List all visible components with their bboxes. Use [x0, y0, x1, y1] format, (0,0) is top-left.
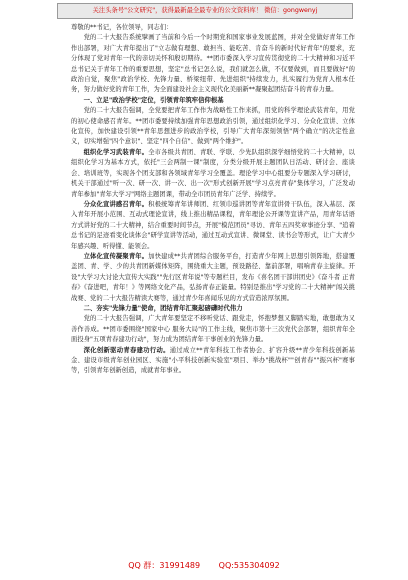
- subsection-publicity-body: 加快建成**共青团综合服务平台，打造青少年网上思想引领阵地，搭建覆盖团、青、学、少的共青团新媒体矩阵，围绕重大主题，预设路径、靠前部署，唱响青春主旋律。开设"大学习大讨论大宣传大实践""先行区青年说"等专题栏目，发布《喜名团干部讲团史》《奋斗者 正青春》《奋进吧，青年！》等网络文化产品，弘扬青春正能量。特别是推出"学习党的二十大精神"闯关挑战赛、党的二十大报告精读大赛等，通过青少年喜闻乐见的方式营造浓厚氛围。: [71, 252, 355, 302]
- qq-group-text: QQ 群：31991489: [128, 561, 201, 570]
- section-2-paragraph: 党的二十大报告强调，广大青年要坚定不移听党话、跟党走，怀抱梦想又脚踏实地，敢想敢为又善作善成。**团市委围绕"国家中心 服务大局"的工作主线，聚焦市第十三次党代会部署，组织青年全面投身"五项青春建功行动"，努力成为团结青年干事创业的先锋力量。: [71, 315, 355, 344]
- contact-footer: [0, 560, 408, 572]
- qq-contact-text: QQ:535304092: [218, 561, 280, 570]
- subsection-study-lead: 组织化学习武装青年。: [83, 148, 149, 156]
- subsection-innovation-paragraph: [71, 346, 355, 377]
- promo-banner[interactable]: 关注头条号"公文研究"，获得最新最全最专业的公文资料库！ 微信：gongwenyj: [57, 3, 353, 19]
- subsection-publicity-lead: 立体化宣传凝聚青年。: [83, 252, 149, 260]
- subsection-lecture-body: 积极统筹青年讲师团、红领巾巡讲团等青年宣讲骨干队伍，深入基层、深入青年开展小范围、互动式理论宣讲，线上推出精品课程，青年理论公开课等宣讲产品，用青年话语方式讲好党的二十大精神，结合重要时间节点，开展"模范团员"寻访、青年五四奖章事迹分享、"追着总书记的足迹看变化谈体会"研学宣讲等活动，通过互动式宣讲、微课堂、读书会等形式，让广大青少年感兴趣、听得懂、能领会。: [71, 200, 356, 250]
- subsection-publicity-paragraph: [71, 252, 355, 304]
- subsection-lecture-lead: 分众化宣讲感召青年。: [83, 200, 149, 208]
- section-1-paragraph: 党的二十大报告强调，全党要把青年工作作为战略性工作来抓，用党的科学理论武装青年，用党的初心使命感召青年。**团市委要持续加强青年思想政治引领，通过组织化学习、分众化宣讲、立体化宣传，加快建设引领**青年思想进步的政治学校，引导广大青年深刻领悟"两个确立"的决定性意义，切实增强"四个意识"、坚定"四个自信"、做到"两个维护"。: [71, 107, 355, 146]
- speech-body: [71, 23, 355, 377]
- intro-paragraph: 党的二十大报告系统擘画了当前和今后一个时期党和国家事业发展蓝图，并对全党做好青年工作作出部署，对广大青年提出了"立志做有理想、敢担当、能吃苦、肯奋斗的新时代好青年"的要求，充分体现了党对青年一代的亲切关怀和殷切期待。**团市委深入学习宣传贯彻党的二十大精神和习近平总书记关于青年工作的重要思想，坚定"总书记怎么说，我们就怎么做，不仅要做到，而且要做好"的政治自觉，聚焦"政治学校、先锋力量、桥梁纽带、先进组织"持续发力，扎实履行为党育人根本任务，努力做好党的青年工作，为全面建设社会主义现代化美丽新**凝聚起团结奋斗的青春力量。: [71, 34, 355, 94]
- section-heading-2: 二、夯实"先锋力量"使命，团结青年汇聚起磅礴时代伟力: [83, 304, 243, 312]
- subsection-lecture-paragraph: [71, 200, 355, 252]
- section-heading-1: 一、立足"政治学校"定位，引领青年筑牢信仰根基: [83, 96, 224, 104]
- subsection-study-body: 全市各级共青团、青联、学联、少先队组织深学细悟党的二十大精神，以组织化学习为基本方式，依托"三会两制一课"制度，分类分级开展主题团队日活动、研讨会、座谈会、培训班等，实现各个团支部和各领域青年学习全覆盖。理论学习中心组要分专题深入学习研讨，机关干部通过"听一次、研一次、讲一次、出一次"形式创新开展"学习点亮青春"集体学习，广泛发动青年参加"青年大学习"网络主题团课，带动全市团员青年广泛学、持续学。: [71, 148, 356, 198]
- greeting: 尊敬的**书记，各位领导，同志们：: [71, 24, 173, 31]
- subsection-study-paragraph: [71, 148, 355, 200]
- subsection-innovation-body: 通过成立**青年科技工作者协会、扩容升级**青少年科技创新基金、建设市级青年创业园区、实施"小平科技创新实验室"项目、举办"挑战杯""创青春""振兴杯"赛事等，引领青年创新创造，成就青年事业。: [71, 346, 356, 375]
- subsection-innovation-lead: 深化创新驱动青春建功行动。: [83, 346, 170, 354]
